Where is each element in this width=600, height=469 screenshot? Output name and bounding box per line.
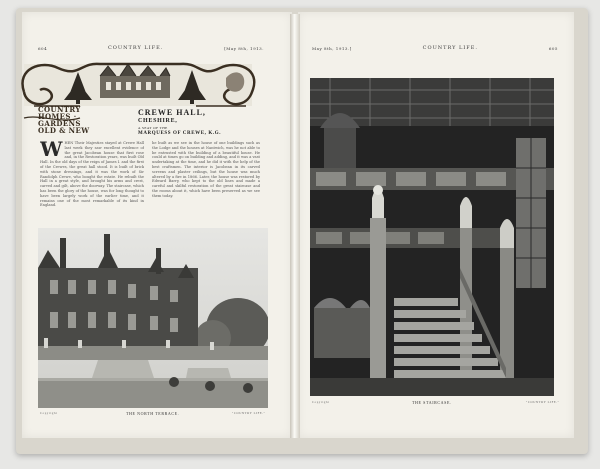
article-column-2 [152,141,260,223]
left-photo-copyright: Copyright [40,411,58,415]
left-page-header [38,43,264,53]
article-column-2-text: he built as we see in the house of one buildings such as the Lodge and the houses at Nantwich, was he not able to be entrusted with the building of a beautiful house. He could at times go on building and adding, and it was a vast undertaking at the time, and he did it with the help of the best craftsmen. The interior is Jacobean in its carved screens and plaster ceilings, but the house was much altered by a fire in 1866. Later, the house was restored by Edward Barry, who kept to the old lines and made a careful and skilful restoration of the great staircase and the rooms about it, which have been preserved as we see them today. [152,141,260,198]
left-magazine-title: COUNTRY LIFE. [107,45,164,51]
series-line-1: COUNTRY [38,105,81,114]
right-photo-caption: THE STAIRCASE. [412,400,452,405]
left-page-number: 604 [38,45,48,51]
series-line-2: HOMES · [38,112,77,121]
article-subtitle: A SEAT OF THE [138,126,168,130]
right-page-number: 605 [548,45,558,51]
right-photo-copyright: Copyright [312,400,330,404]
left-page-date: [May 8th, 1913. [224,45,264,51]
series-title-block [38,106,134,134]
series-line-3: GARDENS [38,119,81,128]
article-county: CHESHIRE, [138,118,178,124]
article-owner: MARQUESS OF CREWE, K.G. [138,131,222,136]
right-photo-credit: "COUNTRY LIFE." [526,400,560,404]
article-column-1 [40,141,144,223]
right-magazine-title: COUNTRY LIFE. [422,45,478,51]
drop-cap: W [40,141,63,161]
north-terrace-image [38,228,268,408]
series-line-4: OLD & NEW [38,126,90,135]
article-column-1-text: HEN Their Majesties stayed at Crewe Hall last week they saw excellent evidence of the great Jacobean house that first rose and, in the Restoration years, was built Old Hall. In the old days of the reign of James I. and the first of the Crewes, the great hall stood. It is built of brick with stone dressings, and it was the work of Sir Randolph Crewe, who bought the estate. He rebuilt the Hall in a great style, and brought his arms and crest, carved and gilt, above the doorway. The staircase, which has been the glory of the house, was for long thought to have been largely work of the earlier time, and it remains one of the most remarkable of its kind in England. [40,141,144,208]
right-page-header [312,43,558,53]
article-title-block [138,108,254,136]
staircase-photo [310,78,554,396]
left-photo-caption: THE NORTH TERRACE. [126,411,180,416]
right-page-date: May 8th, 1913.] [312,45,352,51]
north-terrace-photo [38,228,268,408]
article-masthead [20,58,256,136]
book-gutter [290,14,300,438]
left-photo-credit: "COUNTRY LIFE." [232,411,266,415]
article-title: CREWE HALL, [138,108,206,117]
staircase-image [310,78,554,396]
